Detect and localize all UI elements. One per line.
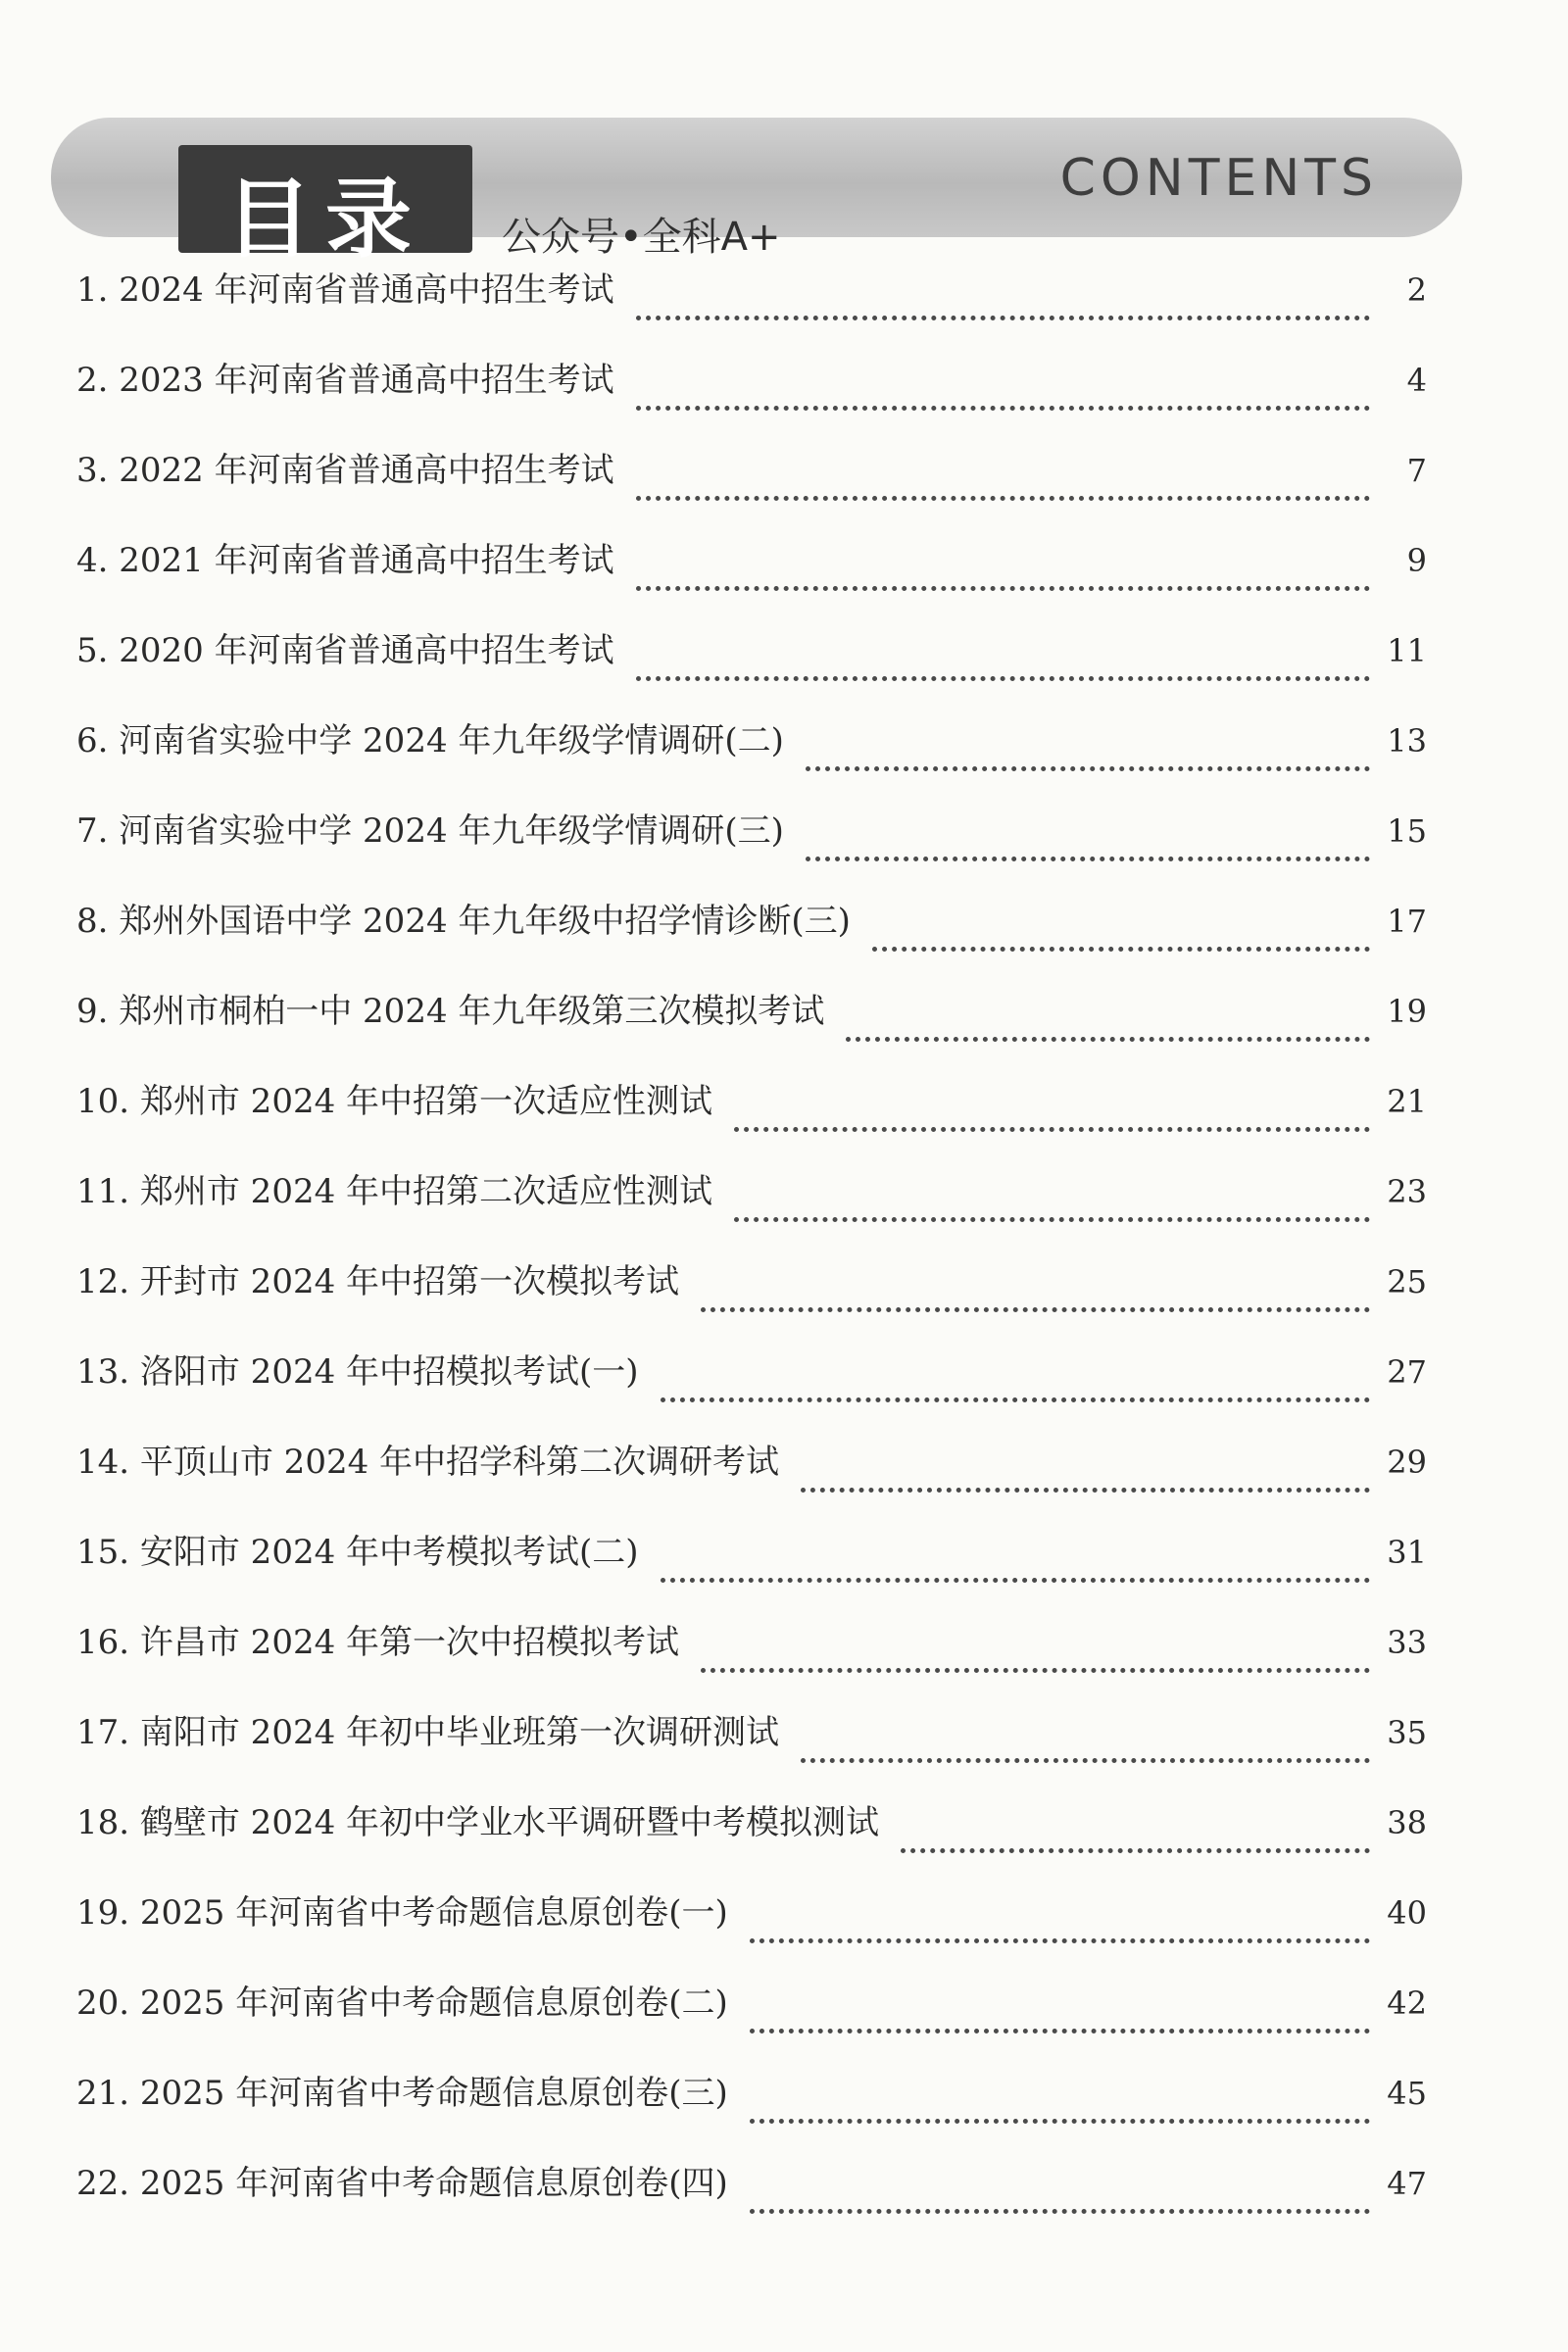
toc-entry-page: 4 — [1406, 362, 1427, 399]
toc-entry-title: 20. 2025 年河南省中考命题信息原创卷(二) — [76, 1984, 728, 2023]
toc-entry-title: 14. 平顶山市 2024 年中招学科第二次调研考试 — [76, 1443, 780, 1482]
toc-entry-page: 40 — [1387, 1894, 1427, 1932]
toc-entry-page: 13 — [1387, 722, 1427, 760]
toc-entry-title: 7. 河南省实验中学 2024 年九年级学情调研(三) — [76, 811, 784, 851]
toc-entry-page: 21 — [1387, 1083, 1427, 1120]
dot-leader — [750, 2209, 1370, 2214]
toc-entry-title: 5. 2020 年河南省普通高中招生考试 — [76, 631, 614, 670]
toc-entry-title: 21. 2025 年河南省中考命题信息原创卷(三) — [76, 2074, 728, 2113]
toc-entry-page: 31 — [1387, 1534, 1427, 1571]
toc-entry[interactable] — [76, 1976, 1427, 2066]
dot-leader — [846, 1037, 1370, 1042]
toc-entry-page: 19 — [1387, 993, 1427, 1030]
toc-entry-page: 29 — [1387, 1444, 1427, 1481]
title-box — [178, 145, 472, 270]
toc-entry[interactable] — [76, 984, 1427, 1074]
toc-entry-page: 17 — [1387, 903, 1427, 940]
dot-leader — [872, 947, 1370, 952]
page-title: 目录 — [224, 169, 425, 270]
toc-entry-title: 17. 南阳市 2024 年初中毕业班第一次调研测试 — [76, 1713, 780, 1752]
toc-entry[interactable] — [76, 353, 1427, 443]
toc-entry-page: 38 — [1387, 1804, 1427, 1841]
toc-entry-title: 3. 2022 年河南省普通高中招生考试 — [76, 451, 614, 490]
toc-entry-title: 15. 安阳市 2024 年中考模拟考试(二) — [76, 1533, 639, 1572]
toc-entry-page: 47 — [1387, 2165, 1427, 2202]
toc-entry-title: 6. 河南省实验中学 2024 年九年级学情调研(二) — [76, 721, 784, 760]
toc-entry-page: 7 — [1406, 452, 1427, 489]
toc-entry[interactable] — [76, 1886, 1427, 1976]
dot-leader — [901, 1848, 1370, 1853]
toc-entry[interactable] — [76, 1795, 1427, 1886]
dot-leader — [750, 1938, 1370, 1943]
dot-leader — [636, 676, 1370, 681]
toc-entry[interactable] — [76, 1254, 1427, 1345]
dot-leader — [801, 1488, 1370, 1493]
toc-entry[interactable] — [76, 713, 1427, 804]
dot-leader — [661, 1578, 1370, 1583]
toc-entry[interactable] — [76, 2156, 1427, 2246]
toc-entry-page: 27 — [1387, 1353, 1427, 1391]
dot-leader — [801, 1758, 1370, 1763]
toc-entry-page: 42 — [1387, 1984, 1427, 2022]
toc-entry-page: 15 — [1387, 812, 1427, 850]
toc-entry-title: 2. 2023 年河南省普通高中招生考试 — [76, 361, 614, 400]
toc-entry-title: 18. 鹤壁市 2024 年初中学业水平调研暨中考模拟测试 — [76, 1803, 880, 1842]
toc-entry[interactable] — [76, 1164, 1427, 1254]
toc-entry[interactable] — [76, 1705, 1427, 1795]
toc-entry-page: 33 — [1387, 1624, 1427, 1661]
toc-entry-page: 2 — [1406, 271, 1427, 309]
toc-entry-title: 8. 郑州外国语中学 2024 年九年级中招学情诊断(三) — [76, 902, 851, 941]
toc-entry[interactable] — [76, 623, 1427, 713]
dot-leader — [750, 2029, 1370, 2034]
toc-entry-title: 16. 许昌市 2024 年第一次中招模拟考试 — [76, 1623, 680, 1662]
toc-entry-title: 1. 2024 年河南省普通高中招生考试 — [76, 270, 614, 310]
dot-leader — [734, 1127, 1370, 1132]
toc-entry-title: 22. 2025 年河南省中考命题信息原创卷(四) — [76, 2164, 728, 2203]
toc-entry-title: 12. 开封市 2024 年中招第一次模拟考试 — [76, 1262, 680, 1301]
toc-entry[interactable] — [76, 1615, 1427, 1705]
toc-entry-title: 4. 2021 年河南省普通高中招生考试 — [76, 541, 614, 580]
toc-entry[interactable] — [76, 1074, 1427, 1164]
toc-entry-page: 45 — [1387, 2075, 1427, 2112]
toc-entry-title: 13. 洛阳市 2024 年中招模拟考试(一) — [76, 1352, 639, 1392]
dot-leader — [636, 586, 1370, 591]
toc-entry-title: 11. 郑州市 2024 年中招第二次适应性测试 — [76, 1172, 713, 1211]
table-of-contents — [76, 263, 1427, 2246]
dot-leader — [636, 406, 1370, 411]
toc-entry-title: 19. 2025 年河南省中考命题信息原创卷(一) — [76, 1893, 728, 1933]
toc-entry[interactable] — [76, 1345, 1427, 1435]
toc-entry-page: 9 — [1406, 542, 1427, 579]
toc-entry[interactable] — [76, 263, 1427, 353]
toc-entry-page: 11 — [1387, 632, 1427, 669]
dot-leader — [750, 2119, 1370, 2124]
subtitle: 公众号•全科A+ — [502, 215, 781, 260]
toc-entry[interactable] — [76, 533, 1427, 623]
toc-entry[interactable] — [76, 1435, 1427, 1525]
toc-entry[interactable] — [76, 1525, 1427, 1615]
toc-entry-title: 10. 郑州市 2024 年中招第一次适应性测试 — [76, 1082, 713, 1121]
toc-entry[interactable] — [76, 443, 1427, 533]
dot-leader — [661, 1397, 1370, 1402]
toc-entry-page: 23 — [1387, 1173, 1427, 1210]
dot-leader — [806, 857, 1370, 861]
dot-leader — [701, 1307, 1370, 1312]
toc-entry-title: 9. 郑州市桐柏一中 2024 年九年级第三次模拟考试 — [76, 992, 825, 1031]
toc-entry[interactable] — [76, 894, 1427, 984]
toc-entry-page: 25 — [1387, 1263, 1427, 1300]
toc-entry[interactable] — [76, 2066, 1427, 2156]
contents-label: CONTENTS — [1059, 149, 1378, 208]
toc-entry[interactable] — [76, 804, 1427, 894]
dot-leader — [636, 496, 1370, 501]
dot-leader — [806, 766, 1370, 771]
dot-leader — [636, 316, 1370, 320]
dot-leader — [734, 1217, 1370, 1222]
toc-entry-page: 35 — [1387, 1714, 1427, 1751]
dot-leader — [701, 1668, 1370, 1673]
